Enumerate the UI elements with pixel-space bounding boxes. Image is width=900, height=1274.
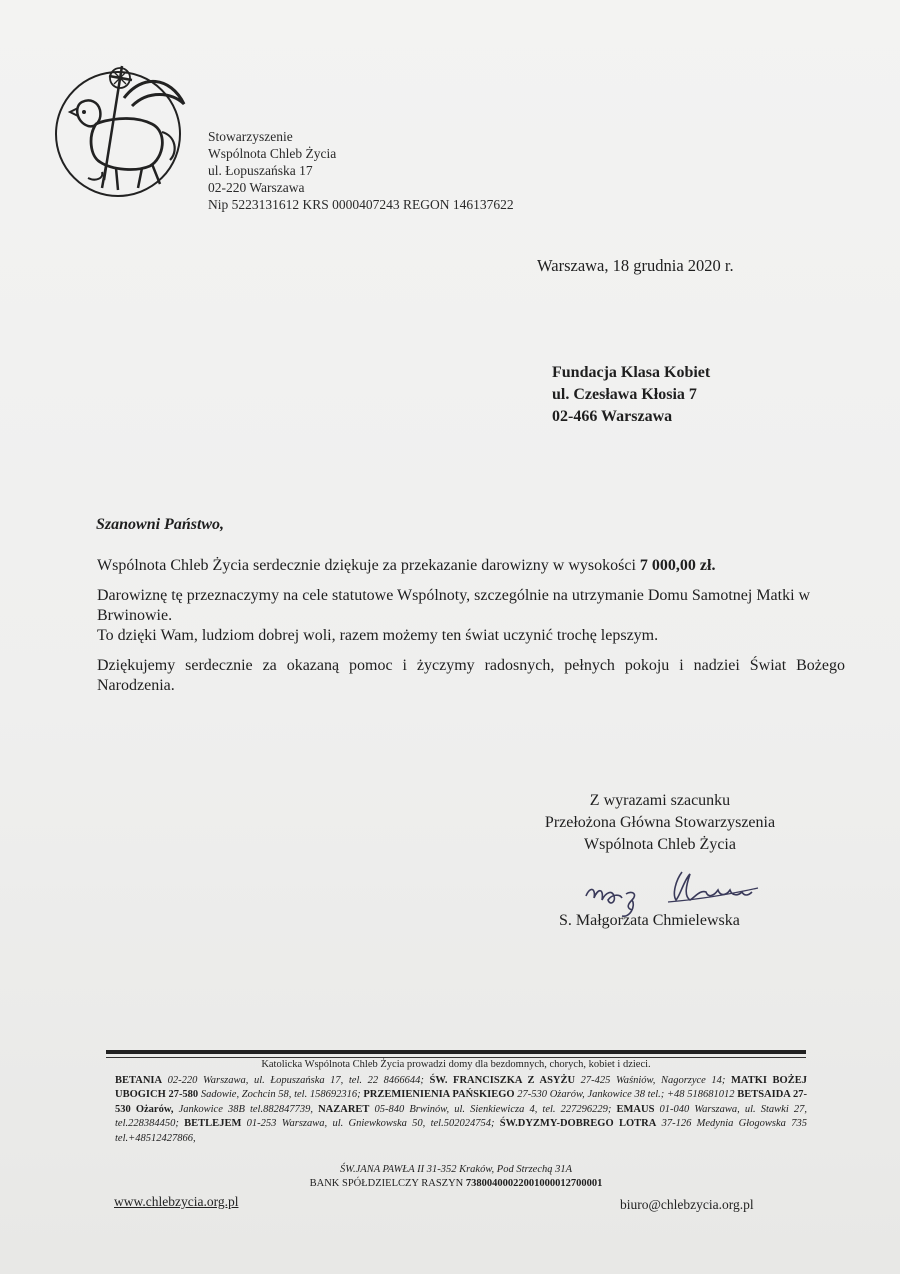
body-paragraph-goodwill: To dzięki Wam, ludziom dobrej woli, razem możemy ten świat uczynić trochę lepszym.: [97, 627, 659, 644]
house-address: 01-253 Warszawa, ul. Gniewkowska 50, tel.502024754;: [241, 1118, 500, 1130]
donation-amount: 7 000,00 zł.: [639, 557, 716, 574]
footer-address: ŚW.JANA PAWŁA II 31-352 Kraków, Pod Strzechą 31A: [339, 1164, 573, 1175]
house-address: Sadowie, Zochcin 58, tel. 158692316;: [198, 1089, 364, 1101]
org-postal-city: 02-220 Warszawa: [208, 180, 305, 195]
house-address: 02-220 Warszawa, ul. Łopuszańska 17, tel. 22 8466644;: [162, 1075, 430, 1086]
house-name: BETLEJEM: [184, 1118, 242, 1130]
recipient-address: [552, 362, 710, 428]
house-name: BETSAIDA 27-530 Ożarów,: [115, 1089, 807, 1115]
house-address: 05-840 Brwinów, ul. Sienkiewicza 4, tel. 227296229;: [369, 1103, 617, 1115]
footer-divider: [106, 1050, 806, 1054]
house-name: BETANIA: [115, 1075, 163, 1086]
house-name: ŚW. FRANCISZKA Z ASYŻU: [429, 1075, 576, 1086]
bank-label: BANK SPÓŁDZIELCZY RASZYN: [309, 1178, 466, 1189]
house-address: 01-040 Warszawa, ul. Stawki 27, tel.228384450;: [115, 1103, 807, 1130]
house-address: 27-425 Waśniów, Nagorzyce 14;: [575, 1075, 731, 1086]
org-street: ul. Łopuszańska 17: [208, 163, 313, 178]
website-link[interactable]: www.chlebzycia.org.pl: [114, 1194, 239, 1209]
email-address: biuro@chlebzycia.org.pl: [620, 1197, 754, 1212]
house-name: NAZARET: [318, 1103, 370, 1115]
house-name: MATKI BOŻEJ UBOGICH 27-580: [115, 1075, 807, 1101]
closing-organization: Wspólnota Chleb Życia: [584, 836, 736, 853]
org-registry-numbers: Nip 5223131612 KRS 0000407243 REGON 146137622: [208, 197, 514, 212]
house-name: ŚW.DYZMY-DOBREGO LOTRA: [499, 1118, 657, 1130]
org-name-line1: Stowarzyszenie: [208, 129, 293, 144]
house-address: Jankowice 38B tel.882847739,: [173, 1103, 319, 1115]
letter-date: Warszawa, 18 grudnia 2020 r.: [537, 256, 734, 275]
org-name-line2: Wspólnota Chleb Życia: [208, 146, 337, 161]
house-address: 37-126 Medynia Głogowska 735 tel.+48512427866,: [115, 1118, 807, 1144]
house-name: PRZEMIENIENIA PAŃSKIEGO: [363, 1089, 515, 1101]
recipient-street: ul. Czesława Kłosia 7: [552, 386, 697, 403]
letter-body: [97, 556, 845, 696]
lamb-logo-icon: [52, 62, 187, 202]
body-paragraph-purpose: Darowiznę tę przeznaczymy na cele statutowe Wspólnoty, szczególnie na utrzymanie Domu Samotnej Matki w Brwinowie.: [97, 587, 811, 624]
thanks-text: Wspólnota Chleb Życia serdecznie dziękuje za przekazanie darowizny w wysokości: [97, 557, 640, 574]
house-address: 27-530 Ożarów, Jankowice 38 tel.; +48 518681012: [514, 1089, 738, 1101]
closing-title: Przełożona Główna Stowarzyszenia: [544, 814, 776, 831]
body-paragraph-wishes: Dziękujemy serdecznie za okazaną pomoc i życzymy radosnych, pełnych pokoju i nadziei Świat Bożego Narodzenia.: [97, 657, 845, 694]
footer-houses-list: [115, 1074, 807, 1146]
body-paragraph-thanks: [97, 556, 845, 576]
closing-block: [527, 790, 793, 856]
closing-regards: Z wyrazami szacunku: [589, 792, 731, 809]
house-name: EMAUS: [616, 1103, 655, 1115]
footer-bank: [106, 1178, 806, 1189]
salutation: Szanowni Państwo,: [96, 516, 225, 533]
footer-divider-thin: [106, 1057, 806, 1058]
footer-intro: Katolicka Wspólnota Chleb Życia prowadzi domy dla bezdomnych, chorych, kobiet i dzieci.: [261, 1059, 651, 1070]
bank-account: 73800400022001000012700001: [465, 1178, 603, 1189]
organization-header: [208, 128, 514, 213]
recipient-name: Fundacja Klasa Kobiet: [552, 364, 711, 381]
signer-name: S. Małgorzata Chmielewska: [559, 912, 740, 929]
recipient-postal-city: 02-466 Warszawa: [552, 408, 673, 425]
